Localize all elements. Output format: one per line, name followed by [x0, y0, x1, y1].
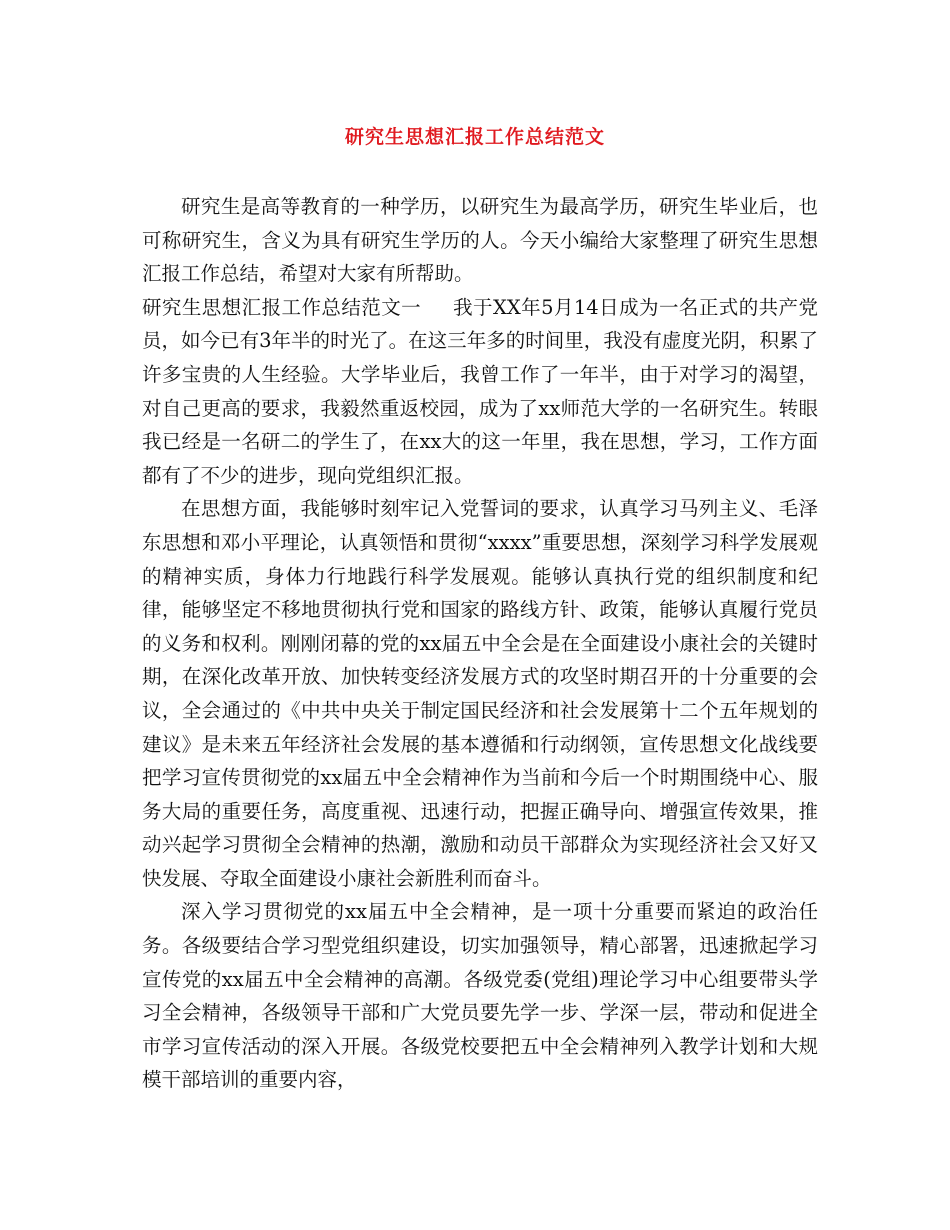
paragraph-1-text: 我于XX年5月14日成为一名正式的共产党员，如今已有3年半的时光了。在这三年多的时间里，我没有虚度光阴，积累了许多宝贵的人生经验。大学毕业后，我曾工作了一年半，由于对学习的渴望，对自己更高的要求，我毅然重返校园，成为了xx师范大学的一名研究生。转眼我已经是一名研二的学生了，在xx大的这一年里，我在思想，学习，工作方面都有了不少的进步，现向党组织汇报。 [142, 295, 818, 487]
intro-paragraph: 研究生是高等教育的一种学历，以研究生为最高学历，研究生毕业后，也可称研究生，含义为具有研究生学历的人。今天小编给大家整理了研究生思想汇报工作总结，希望对大家有所帮助。 [142, 195, 818, 286]
document-title: 研究生思想汇报工作总结范文 [344, 126, 605, 148]
document-body [142, 190, 818, 1097]
paragraph-3: 深入学习贯彻党的xx届五中全会精神，是一项十分重要而紧迫的政治任务。各级要结合学习型党组织建设，切实加强领导，精心部署，迅速掀起学习宣传党的xx届五中全会精神的高潮。各级党委(党组)理论学习中心组要带头学习全会精神，各级领导干部和广大党员要先学一步、学深一层，带动和促进全市学习宣传活动的深入开展。各级党校要把五中全会精神列入教学计划和大规模干部培训的重要内容， [142, 900, 818, 1092]
section-heading: 研究生思想汇报工作总结范文一 [142, 295, 422, 319]
section-paragraph-1 [142, 291, 818, 493]
paragraph-2: 在思想方面，我能够时刻牢记入党誓词的要求，认真学习马列主义、毛泽东思想和邓小平理论，认真领悟和贯彻“xxxx”重要思想，深刻学习科学发展观的精神实质，身体力行地践行科学发展观。能够认真执行党的组织制度和纪律，能够坚定不移地贯彻执行党和国家的路线方针、政策，能够认真履行党员的义务和权利。刚刚闭幕的党的xx届五中全会是在全面建设小康社会的关键时期，在深化改革开放、加快转变经济发展方式的攻坚时期召开的十分重要的会议，全会通过的《中共中央关于制定国民经济和社会发展第十二个五年规划的建议》是未来五年经济社会发展的基本遵循和行动纲领，宣传思想文化战线要把学习宣传贯彻党的xx届五中全会精神作为当前和今后一个时期围绕中心、服务大局的重要任务，高度重视、迅速行动，把握正确导向、增强宣传效果，推动兴起学习贯彻全会精神的热潮，激励和动员干部群众为实现经济社会又好又快发展、夺取全面建设小康社会新胜利而奋斗。 [142, 497, 818, 890]
